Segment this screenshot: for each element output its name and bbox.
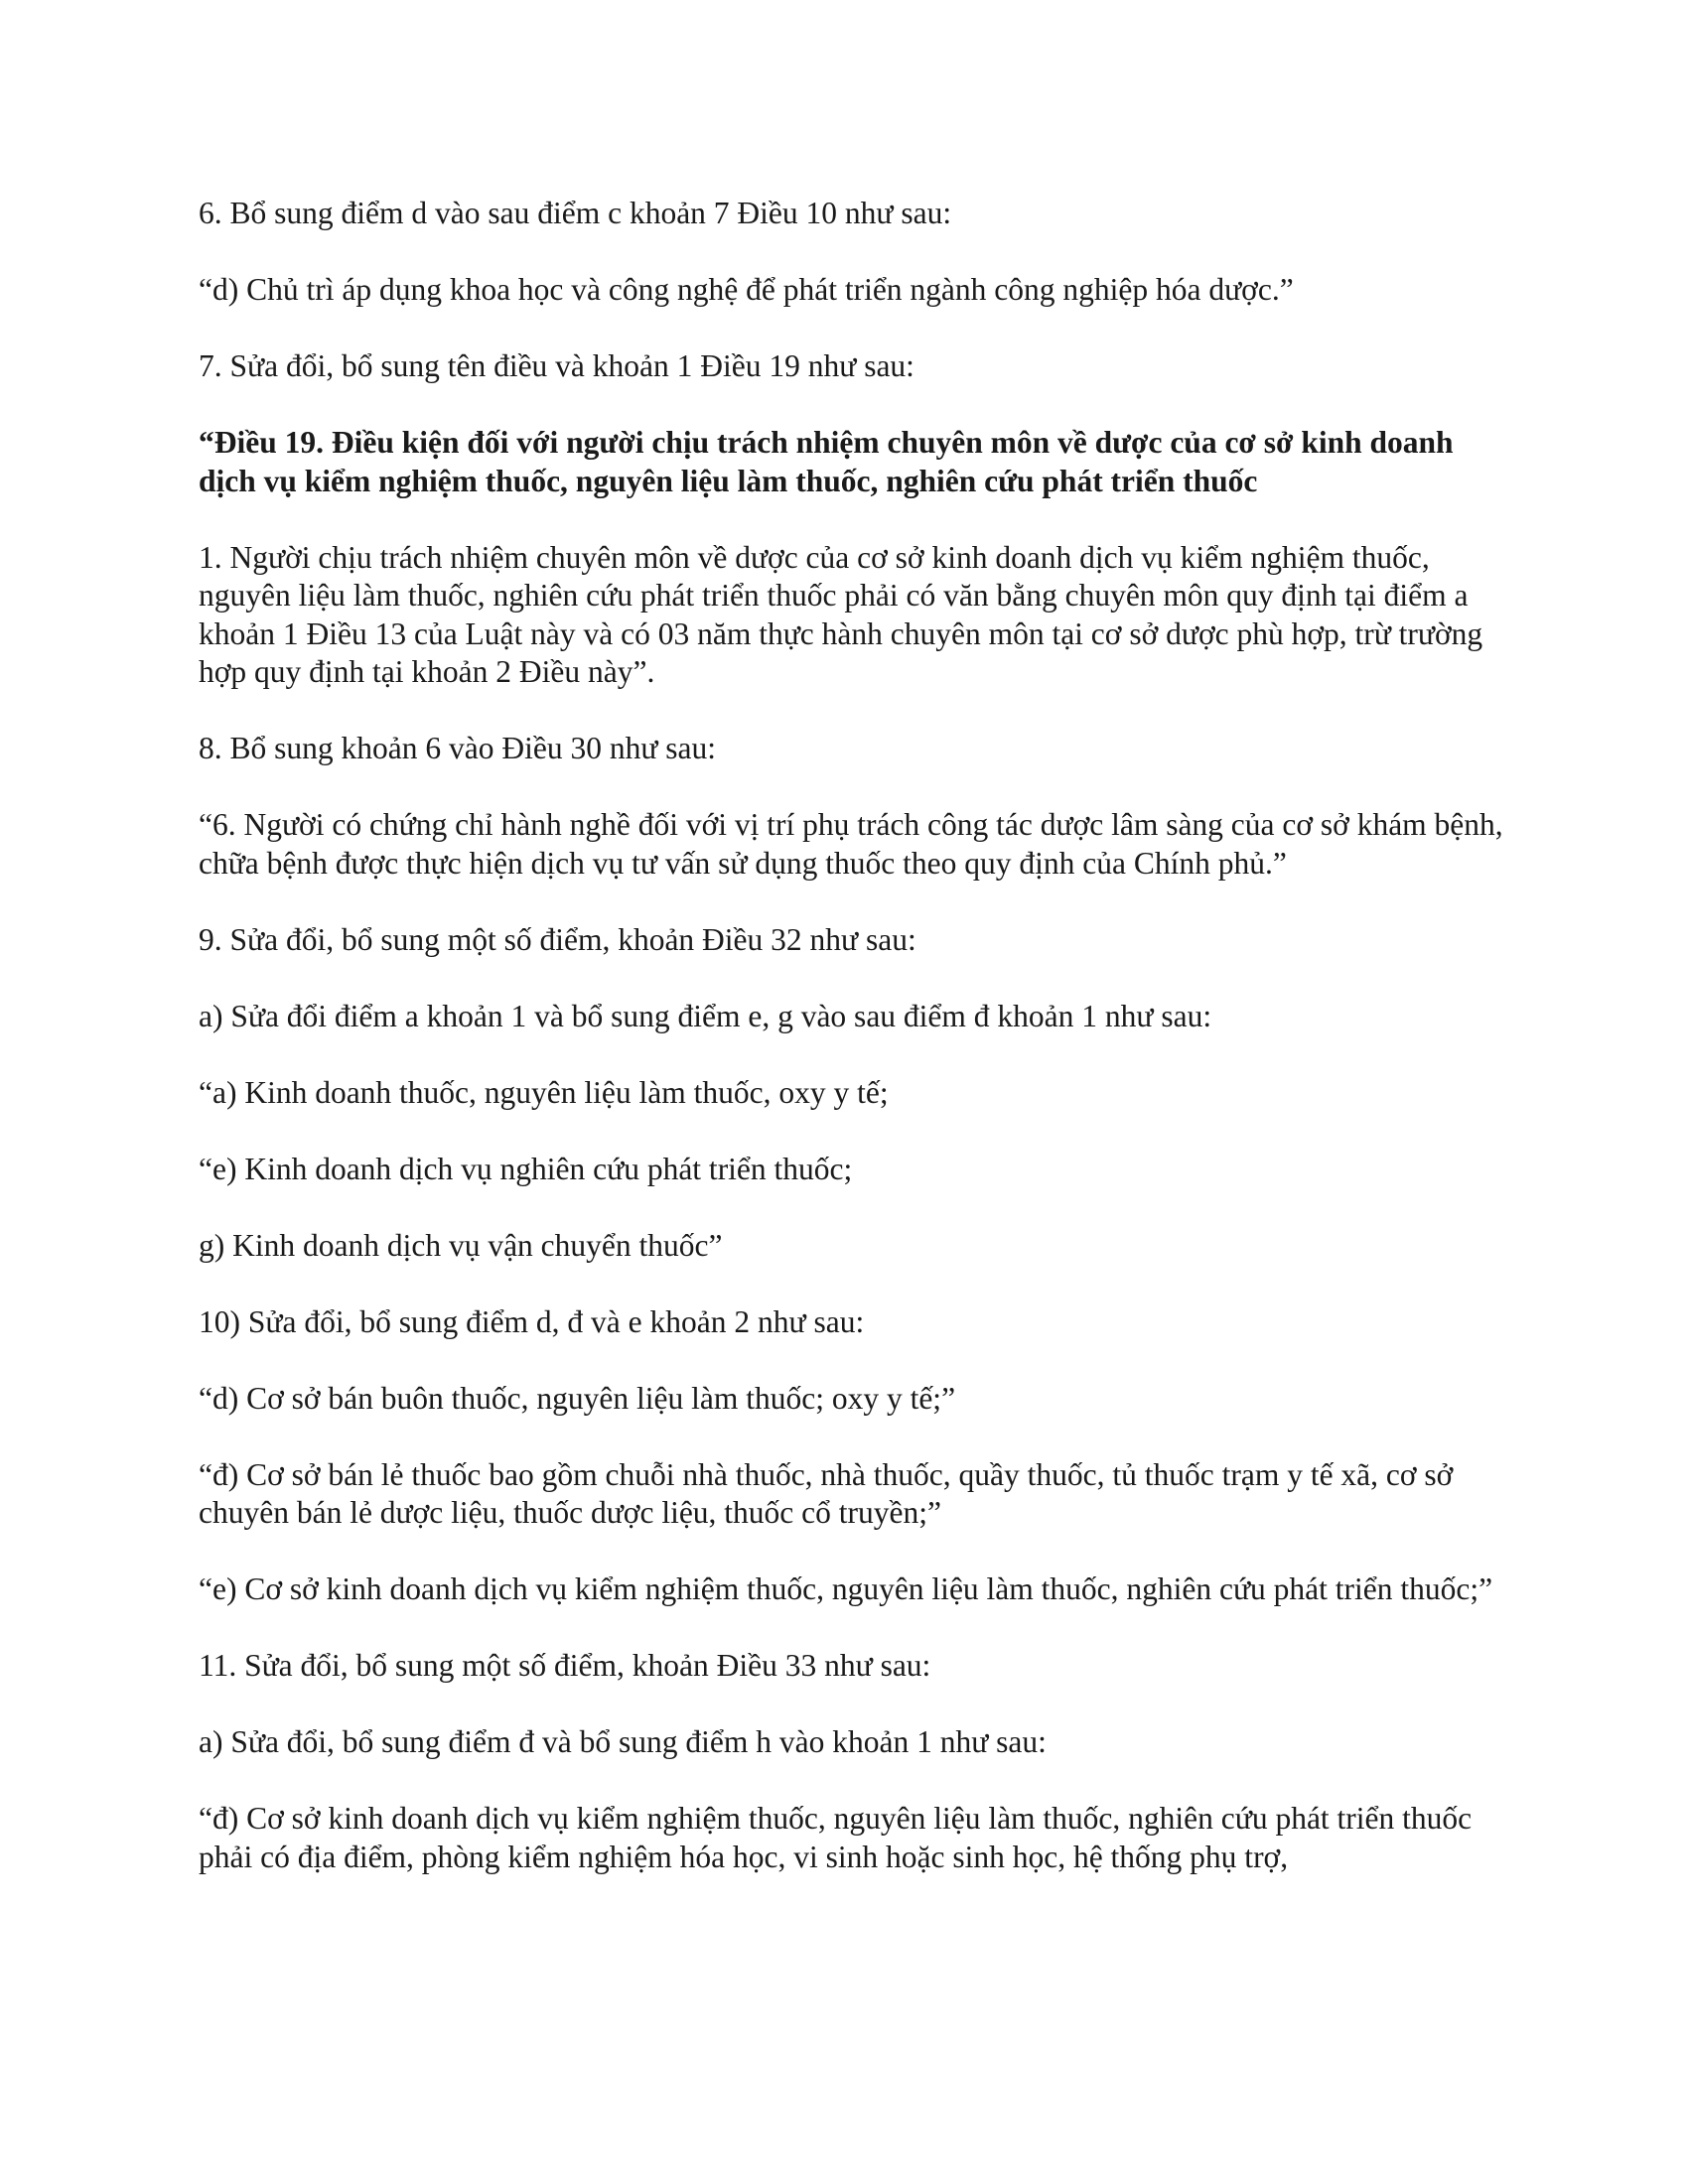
paragraph-item-10: 10) Sửa đổi, bổ sung điểm d, đ và e khoản 2 như sau: [199,1303,865,1339]
paragraph-quote-a: “a) Kinh doanh thuốc, nguyên liệu làm thuốc, oxy y tế; [199,1074,889,1110]
paragraph-quote-d-wholesale: “d) Cơ sở bán buôn thuốc, nguyên liệu làm thuốc; oxy y tế;” [199,1380,956,1416]
paragraph-item-11: 11. Sửa đổi, bổ sung một số điểm, khoản Điều 33 như sau: [199,1648,931,1683]
paragraph-item-9a: a) Sửa đổi điểm a khoản 1 và bổ sung điểm e, g vào sau điểm đ khoản 1 như sau: [199,998,1212,1033]
paragraph-quote-d: “d) Chủ trì áp dụng khoa học và công nghệ để phát triển ngành công nghiệp hóa dược.” [199,272,1294,307]
paragraph-quote-dd-retail: “đ) Cơ sở bán lẻ thuốc bao gồm chuỗi nhà thuốc, nhà thuốc, quầy thuốc, tủ thuốc trạm y tế xã, cơ sở chuyên bán lẻ dược liệu, thuốc dược liệu, thuốc cổ truyền;” [199,1456,1454,1530]
paragraph-quote-e: “e) Kinh doanh dịch vụ nghiên cứu phát triển thuốc; [199,1151,853,1186]
document-page [199,195,1509,1915]
paragraph-article-19-clause-1: 1. Người chịu trách nhiệm chuyên môn về dược của cơ sở kinh doanh dịch vụ kiểm nghiệm thuốc, nguyên liệu làm thuốc, nghiên cứu phát triển thuốc phải có văn bằng chuyên môn quy định tại điểm a khoản 1 Điều 13 của Luật này và có 03 năm thực hành chuyên môn tại cơ sở dược phù hợp, trừ trường hợp quy định tại khoản 2 Điều này”. [199,539,1483,689]
paragraph-quote-e-testing: “e) Cơ sở kinh doanh dịch vụ kiểm nghiệm thuốc, nguyên liệu làm thuốc, nghiên cứu phát triển thuốc;” [199,1571,1493,1606]
paragraph-quote-g: g) Kinh doanh dịch vụ vận chuyển thuốc” [199,1227,723,1263]
paragraph-item-8: 8. Bổ sung khoản 6 vào Điều 30 như sau: [199,731,717,765]
paragraph-quote-dd-testing: “đ) Cơ sở kinh doanh dịch vụ kiểm nghiệm thuốc, nguyên liệu làm thuốc, nghiên cứu phát triển thuốc phải có địa điểm, phòng kiểm nghiệm hóa học, vi sinh hoặc sinh học, hệ thống phụ trợ, [199,1801,1473,1874]
paragraph-item-6: 6. Bổ sung điểm d vào sau điểm c khoản 7 Điều 10 như sau: [199,196,952,230]
paragraph-item-9: 9. Sửa đổi, bổ sung một số điểm, khoản Điều 32 như sau: [199,921,916,957]
article-19-heading: “Điều 19. Điều kiện đối với người chịu trách nhiệm chuyên môn về dược của cơ sở kinh doanh dịch vụ kiểm nghiệm thuốc, nguyên liệu làm thuốc, nghiên cứu phát triển thuốc [199,425,1454,498]
paragraph-item-11a: a) Sửa đổi, bổ sung điểm đ và bổ sung điểm h vào khoản 1 như sau: [199,1724,1047,1759]
paragraph-quote-clause-6: “6. Người có chứng chỉ hành nghề đối với vị trí phụ trách công tác dược lâm sàng của cơ sở khám bệnh, chữa bệnh được thực hiện dịch vụ tư vấn sử dụng thuốc theo quy định của Chính phủ.” [199,807,1503,881]
paragraph-item-7: 7. Sửa đổi, bổ sung tên điều và khoản 1 Điều 19 như sau: [199,348,914,383]
